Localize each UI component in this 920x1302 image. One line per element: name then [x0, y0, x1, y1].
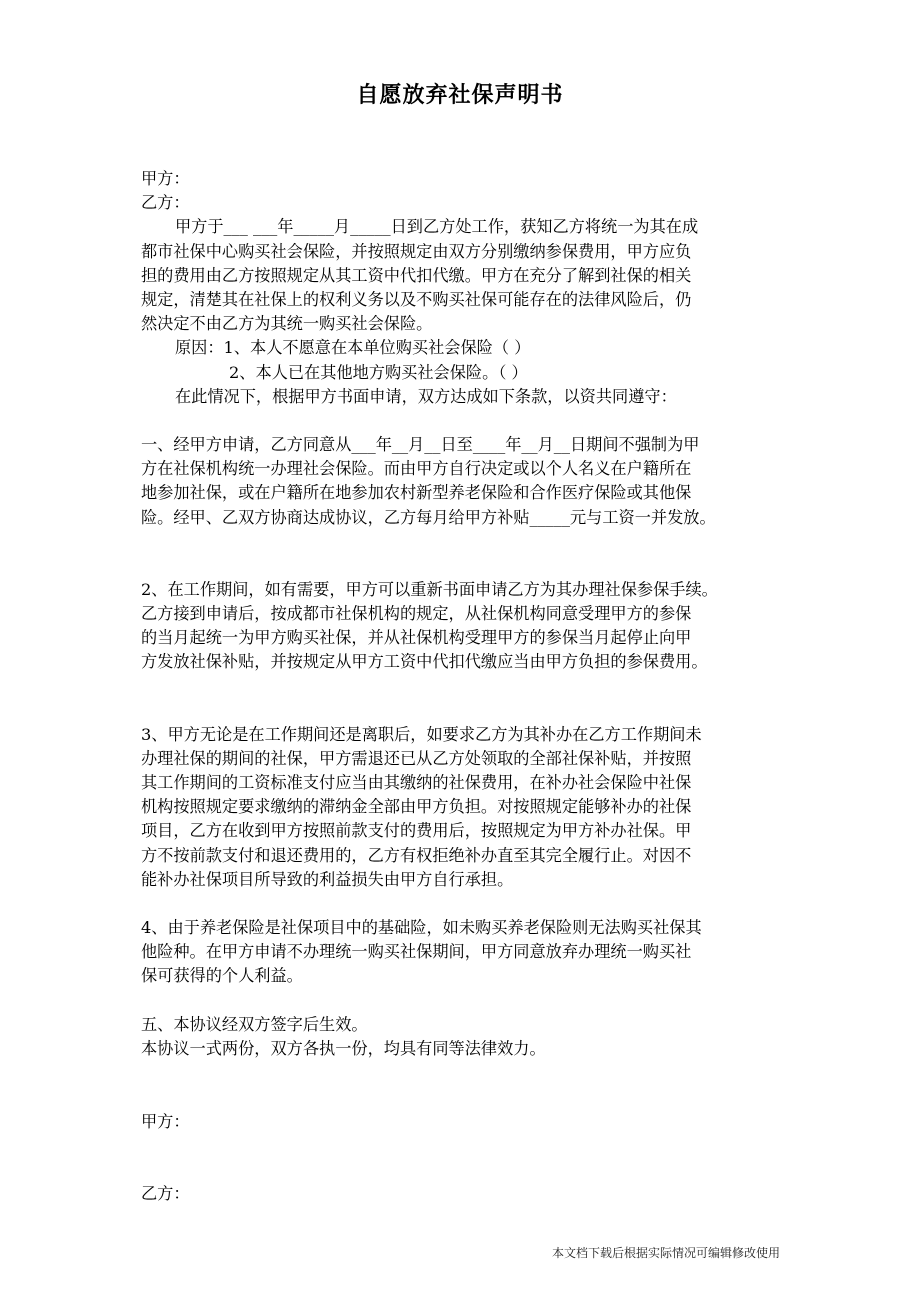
- intro-line: 都市社保中心购买社会保险，并按照规定由双方分别缴纳参保费用，甲方应负: [141, 241, 692, 261]
- clause-2-line: 的当月起统一为甲方购买社保，并从社保机构受理甲方的参保当月起停止向甲: [141, 628, 692, 648]
- clause-3-line: 能补办社保项目所导致的利益损失由甲方自行承担。: [141, 869, 514, 889]
- clause-2-line: 方发放社保补贴，并按规定从甲方工资中代扣代缴应当由甲方负担的参保费用。: [141, 652, 708, 672]
- signature-party-b: 乙方：: [141, 1184, 190, 1203]
- intro-line: 担的费用由乙方按照规定从其工资中代扣代缴。甲方在充分了解到社保的相关: [141, 265, 692, 285]
- clause-2-line: 2、在工作期间，如有需要，甲方可以重新书面申请乙方为其办理社保参保手续。: [141, 579, 718, 599]
- document-body: [141, 167, 791, 1061]
- signature-party-a: 甲方：: [141, 1112, 190, 1131]
- page-title: 自愿放弃社保声明书: [356, 82, 564, 108]
- clause-3-line: 项目，乙方在收到甲方按照前款支付的费用后，按照规定为甲方补办社保。甲: [141, 821, 692, 841]
- intro-line: 甲方于___ ___年_____月_____日到乙方处工作，获知乙方将统一为其在成: [175, 217, 699, 237]
- reason-1: 原因：1、本人不愿意在本单位购买社会保险（ ）: [175, 338, 531, 358]
- clause-4-line: 他险种。在甲方申请不办理统一购买社保期间，甲方同意放弃办理统一购买社: [141, 942, 692, 962]
- clause-3-line: 3、甲方无论是在工作期间还是离职后，如要求乙方为其补办在乙方工作期间未: [141, 724, 702, 744]
- agreement-intro: 在此情况下，根据甲方书面申请，双方达成如下条款，以资共同遵守：: [175, 386, 677, 406]
- party-a-label: 甲方：: [141, 169, 190, 188]
- intro-line: 规定，清楚其在社保上的权利义务以及不购买社保可能存在的法律风险后，仍: [141, 289, 692, 309]
- clause-3-line: 机构按照规定要求缴纳的滞纳金全部由甲方负担。对按照规定能够补办的社保: [141, 797, 692, 817]
- clause-4-line: 保可获得的个人利益。: [141, 966, 303, 986]
- reason-2: 2、本人已在其他地方购买社会保险。（ ）: [229, 362, 528, 382]
- clause-3-line: 办理社保的期间的社保，甲方需退还已从乙方处领取的全部社保补贴，并按照: [141, 748, 692, 768]
- clause-5: 五、本协议经双方签字后生效。: [141, 1014, 368, 1034]
- party-b-label: 乙方：: [141, 193, 190, 213]
- clause-3-line: 其工作期间的工资标准支付应当由其缴纳的社保费用，在补办社会保险中社保: [141, 772, 692, 792]
- clause-2-line: 乙方接到申请后，按成都市社保机构的规定，从社保机构同意受理甲方的参保: [141, 604, 692, 623]
- copies-statement: 本协议一式两份，双方各执一份，均具有同等法律效力。: [141, 1039, 546, 1058]
- clause-1-line: 方在社保机构统一办理社会保险。而由甲方自行决定或以个人名义在户籍所在: [141, 459, 692, 479]
- clause-1-line: 一、经甲方申请，乙方同意从___年__月__日至____年__月__日期间不强制为甲: [141, 435, 700, 455]
- clause-1-line: 险。经甲、乙双方协商达成协议，乙方每月给甲方补贴_____元与工资一并发放。: [141, 507, 716, 527]
- clause-1-line: 地参加社保，或在户籍所在地参加农村新型养老保险和合作医疗保险或其他保: [141, 483, 692, 503]
- clause-4-line: 4、由于养老保险是社保项目中的基础险，如未购买养老保险则无法购买社保其: [141, 918, 702, 938]
- intro-line: 然决定不由乙方为其统一购买社会保险。: [141, 314, 433, 334]
- clause-3-line: 方不按前款支付和退还费用的，乙方有权拒绝补办直至其完全履行止。对因不: [141, 845, 692, 865]
- footer-note: 本文档下载后根据实际情况可编辑修改使用: [551, 1246, 780, 1260]
